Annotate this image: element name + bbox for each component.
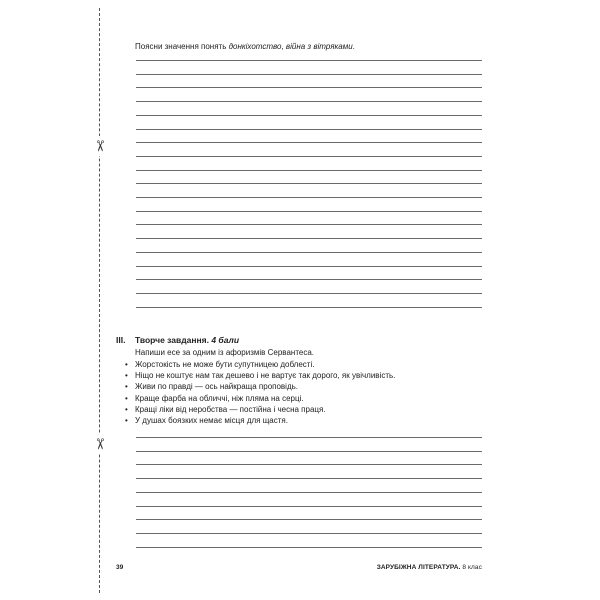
aphorism-item: • Живи по правді — ось найкраща проповідь.	[125, 381, 395, 392]
writing-line[interactable]	[136, 156, 482, 157]
writing-line[interactable]	[136, 87, 482, 88]
section-title	[135, 335, 239, 345]
writing-line[interactable]	[136, 238, 482, 239]
question-term-2: вiйна з вiтряками	[285, 42, 353, 51]
aphorism-item: • Кращі ліки від неробства — постійна і чесна праця.	[125, 404, 395, 415]
section-number: III.	[116, 335, 126, 345]
question-term-1: донкіхотство	[228, 42, 282, 51]
writing-line[interactable]	[136, 115, 482, 116]
cut-line	[99, 8, 100, 593]
aphorism-item: • Ніщо не коштує нам так дешево і не вартує так дорого, як увічливість.	[125, 370, 395, 381]
aphorism-item: • Краще фарба на обличчі, ніж пляма на серці.	[125, 393, 395, 404]
writing-line[interactable]	[136, 142, 482, 143]
question-prefix: Поясни значення понять	[135, 42, 229, 51]
writing-line[interactable]	[136, 451, 482, 452]
question-separator: ,	[281, 42, 286, 51]
scissors-icon: ✂	[90, 136, 110, 156]
writing-line[interactable]	[136, 533, 482, 534]
writing-line[interactable]	[136, 547, 482, 548]
writing-line[interactable]	[136, 197, 482, 198]
question-suffix: .	[352, 42, 355, 51]
writing-line[interactable]	[136, 478, 482, 479]
aphorism-item: • Жорстокість не може бути супутницею доблесті.	[125, 359, 395, 370]
page-number: 39	[116, 564, 124, 571]
writing-line[interactable]	[136, 74, 482, 75]
writing-line[interactable]	[136, 60, 482, 61]
writing-line[interactable]	[136, 252, 482, 253]
section-points: 4 бали	[211, 335, 240, 345]
writing-line[interactable]	[136, 211, 482, 212]
aphorism-item: • У душах боязких немає місця для щастя.	[125, 415, 395, 426]
writing-line[interactable]	[136, 519, 482, 520]
writing-line[interactable]	[136, 293, 482, 294]
footer-title-text: ЗАРУБІЖНА ЛІТЕРАТУРА.	[376, 564, 461, 571]
aphorism-list	[125, 359, 395, 426]
footer-title	[377, 564, 482, 571]
writing-line[interactable]	[136, 307, 482, 308]
scissors-icon: ✂	[90, 434, 110, 454]
question-text	[135, 42, 355, 51]
writing-line[interactable]	[136, 129, 482, 130]
footer-grade: 8 клас	[462, 564, 482, 571]
writing-line[interactable]	[136, 101, 482, 102]
section-intro: Напиши есе за одним із афоризмів Сервантеса.	[135, 348, 315, 357]
writing-line[interactable]	[136, 183, 482, 184]
writing-line[interactable]	[136, 170, 482, 171]
writing-line[interactable]	[136, 492, 482, 493]
writing-line[interactable]	[136, 266, 482, 267]
writing-line[interactable]	[136, 464, 482, 465]
writing-line[interactable]	[136, 224, 482, 225]
writing-line[interactable]	[136, 279, 482, 280]
writing-line[interactable]	[136, 506, 482, 507]
writing-line[interactable]	[136, 437, 482, 438]
section-title-text: Творче завдання.	[135, 335, 209, 345]
